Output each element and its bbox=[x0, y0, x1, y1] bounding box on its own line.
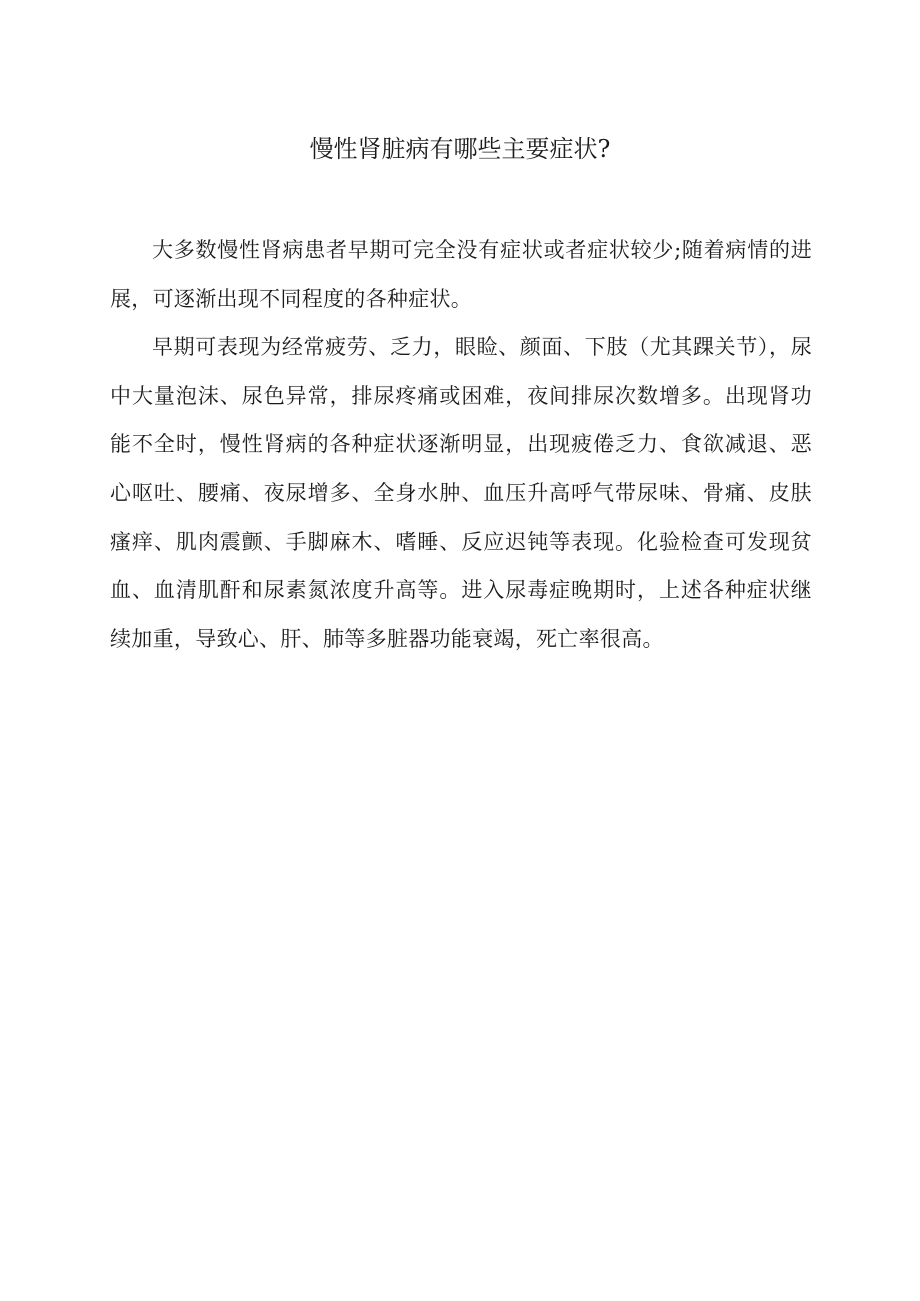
paragraph-symptoms: 早期可表现为经常疲劳、乏力，眼睑、颜面、下肢（尤其踝关节），尿中大量泡沫、尿色异常，排尿疼痛或困难，夜间排尿次数增多。出现肾功能不全时，慢性肾病的各种症状逐渐明显，出现疲倦乏力、食欲减退、恶心呕吐、腰痛、夜尿增多、全身水肿、血压升高呼气带尿味、骨痛、皮肤瘙痒、肌肉震颤、手脚麻木、嗜睡、反应迟钝等表现。化验检查可发现贫血、血清肌酐和尿素氮浓度升高等。进入尿毒症晚期时，上述各种症状继续加重，导致心、肝、肺等多脏器功能衰竭，死亡率很高。 bbox=[110, 335, 812, 651]
document-body bbox=[110, 226, 812, 663]
document-title: 慢性肾脏病有哪些主要症状? bbox=[309, 135, 611, 163]
paragraph-intro: 大多数慢性肾病患者早期可完全没有症状或者症状较少;随着病情的进展，可逐渐出现不同程度的各种症状。 bbox=[110, 238, 812, 311]
